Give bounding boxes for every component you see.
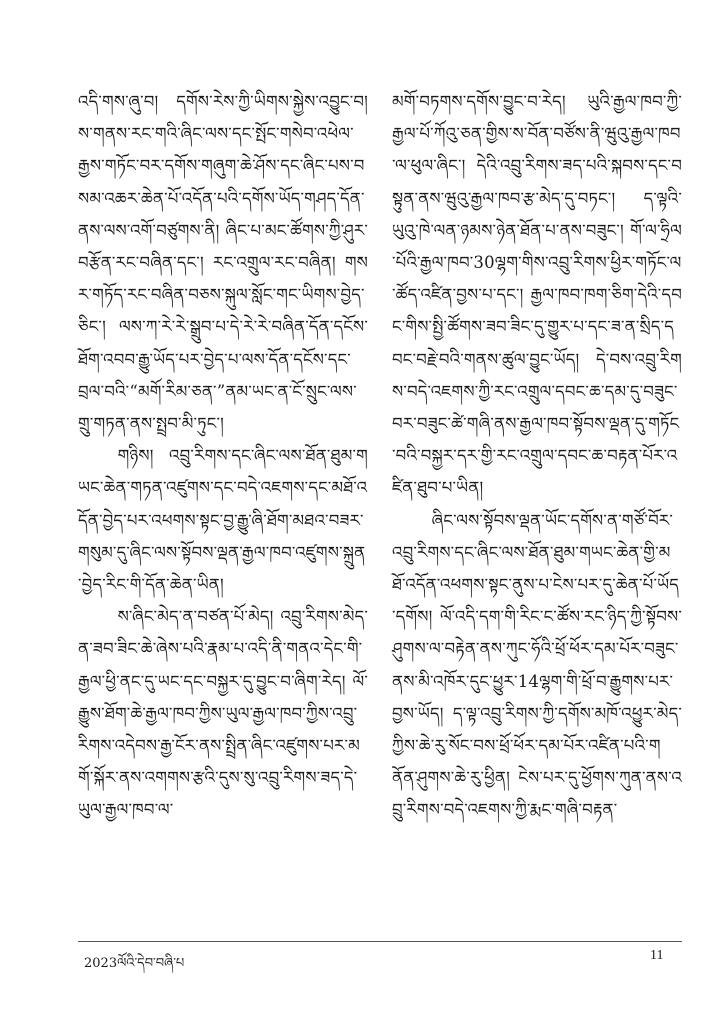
paragraph: མགོ་བཏགས་དགོས་བྱུང་བ་རེད། ཡུའི་རྒྱལ་ཁབ་ཀྱི་རྒྱལ་པོ་ཀོའུ་ཅན་གྱིས་ས་བོན་བཙོས་ནི་ཝུའུ་རྒྱལ་ཁབ་ལ་ཕུལ་ཞིང་། དེའི་འབྲུ་རིགས་ཟད་པའི་སྐབས་དང་བསྟུན་ནས་ཝུའུ་རྒྱལ་ཁབ་རྩ་མེད་དུ་བཏང་། ད་ལྟའི་ཡུའུ་ཁེ་ལན་ཉམས་ཉེན་ཐོན་པ་ནས་བཟུང་། གོ་ལ་ཧྲིལ་པོའི་རྒྱལ་ཁབ་30ལྷག་གིས་འབྲུ་རིགས་ཕྱིར་གཏོང་ལ་ཚོད་འཛིན་བྱས་པ་དང་། རྒྱལ་ཁབ་ཁག་ཅིག་དེའི་དབང་གིས་སྤྱི་ཚོགས་ཟབ་ཟིང་དུ་གྱུར་པ་དང་ཟ་ན་སྲིད་དབང་བརྗེ་བའི་གནས་ཚུལ་བྱུང་ཡོད། དེ་བས་འབྲུ་རིགས་བདེ་འཇགས་ཀྱི་རང་འགྲུལ་དབང་ཆ་དམ་དུ་བཟུང་བར་བཟུང་ཚེ་གཞི་ནས་རྒྱལ་ཁབ་སྟོབས་ལྡན་དུ་གཏོང་བའི་བསྐྱར་དར་གྱི་རང་འགྲུལ་དབང་ཆ་བརྟན་པོར་འཛིན་ཐུབ་པ་ཡིན། (392, 92, 682, 498)
paragraph: ས་ཞིང་མེད་ན་བཙན་པོ་མེད། འབྲུ་རིགས་མེད་ན་ཟབ་ཟིང་ཆེ་ཞེས་པའི་རྣམ་པ་འདི་ནི་གནའ་དེང་གི་རྒྱལ་ཕྱི་ནང་དུ་ཡང་དང་བསྐྱར་དུ་བྱུང་བ་ཞིག་རེད། ལོ་རྒྱུས་ཐོག་ཆེ་རྒྱལ་ཁབ་ཀྱིས་ཡུལ་རྒྱལ་ཁབ་ཀྱིས་འབྲུ་རིགས་འདེབས་རྒྱ་ངོར་ནས་སྤྲིན་ཞིང་འཛུགས་པར་མགོ་སྐོར་ནས་འགགས་རྩའི་དུས་སུ་འབྲུ་རིགས་ཟད་དེ་ཡུལ་རྒྱལ་ཁབ་ལ་ (78, 607, 368, 820)
page-number: 11 (650, 948, 664, 963)
paragraph: འདི་གས་ཞུ་བ། དགོས་རེས་ཀྱི་ཡིགས་སྐྱེས་འབྱུང་བ། ས་གནས་རང་གའི་ཞིང་ལས་དང་སྤོང་གསེབ་འཕེལ་རྒྱས་གཏོང་བར་དགོས་གཞུག་ཆེ་ཤོས་དང་ཞིང་པས་བསམ་འཆར་ཆེན་པོ་འདོན་པའི་དགོས་ཡོད་གཤད་དོན་ནས་ལས་འགོ་བཙུགས་ནི། ཞིང་པ་མང་ཚོགས་ཀྱི་ཤུར་བརྩོན་རང་བཞིན་དང་། རང་འགྲུལ་རང་བཞིན། གསར་གཏོད་རང་བཞིན་བཅས་སྐུལ་སློང་གང་ཡིགས་བྱེད་ཅིང་། ལས་ཀ་རེ་རེ་སྒྲུབ་པ་དེ་རེ་རེ་བཞིན་དོན་དངོས་ཐོག་འབབ་རྒྱུ་ཡོད་པར་བྱེད་པ་ལས་དོན་དངོས་དང་བྲལ་བའི་“མགོ་རིམ་ཅན་”ནམ་ཡང་ན་ངོ་སྲུང་ལས་གྲུ་གཏན་ནས་སྤྲབ་མི་ཏུང་། (78, 92, 368, 434)
right-text-column (392, 86, 682, 827)
journal-issue-label: 2023ལོའི་དེབ་བཞི་པ (84, 956, 185, 971)
section-paragraph: གཉིས། འབྲུ་རིགས་དང་ཞིང་ལས་ཐོན་ཐུམ་གཡང་ཆེན་གཏན་འཛུགས་དང་བདེ་འཇགས་དང་མཐོ་འདོན་བྱེད་པར་འཕགས་སྟང་བྱ་རྒྱུ་ཞི་ཐོག་མཐའ་བཟར་གསུམ་དུ་ཞིང་ལས་སྟོབས་ལྡན་རྒྱལ་ཁབ་འཛུགས་སྐྲུན་བྱེད་རིང་གི་དོན་ཆེན་ཡིན། (78, 446, 368, 595)
left-text-column (78, 86, 368, 827)
footer-divider (78, 941, 682, 942)
paragraph: ཞིང་ལས་སྟོབས་ལྡན་ཡོང་དགོས་ན་གཙོ་བོར་འབྲུ་རིགས་དང་ཞིང་ལས་ཐོན་ཐུམ་གཡང་ཆེན་གྱི་མཐོ་འདོན་འཕགས་སྟང་ནུས་པ་ངེས་པར་དུ་ཆེན་པོ་ཡོད་དགོས། ལོ་འདི་དག་གི་རིང་ང་ཚོས་རང་ཉིད་ཀྱི་སྟོབས་ཤུགས་ལ་བརྟེན་ནས་ཀུང་ཧོའི་ཕྲོ་ཕོར་དམ་པོར་བཟུང་ནས་མི་འཁོར་དུང་ཕྱུར་14ལྷག་གི་ཕྲོ་བ་རྒྱུགས་པར་བྱས་ཡོད། ད་ལྟ་འབྲུ་རིགས་ཀྱི་དགོས་མཁོ་འཕྱུར་མེད་ཀྱིས་ཆེ་རུ་སོང་བས་ཕྲོ་ཕོར་དམ་པོར་འཛིན་པའི་གནོན་ཤུགས་ཆེ་རུ་ཕྱིན། ངེས་པར་དུ་ཕྱོགས་ཀུན་ནས་འབྲུ་རིགས་བདེ་འཇགས་ཀྱི་རྨང་གཞི་བརྟན་ (392, 510, 682, 820)
